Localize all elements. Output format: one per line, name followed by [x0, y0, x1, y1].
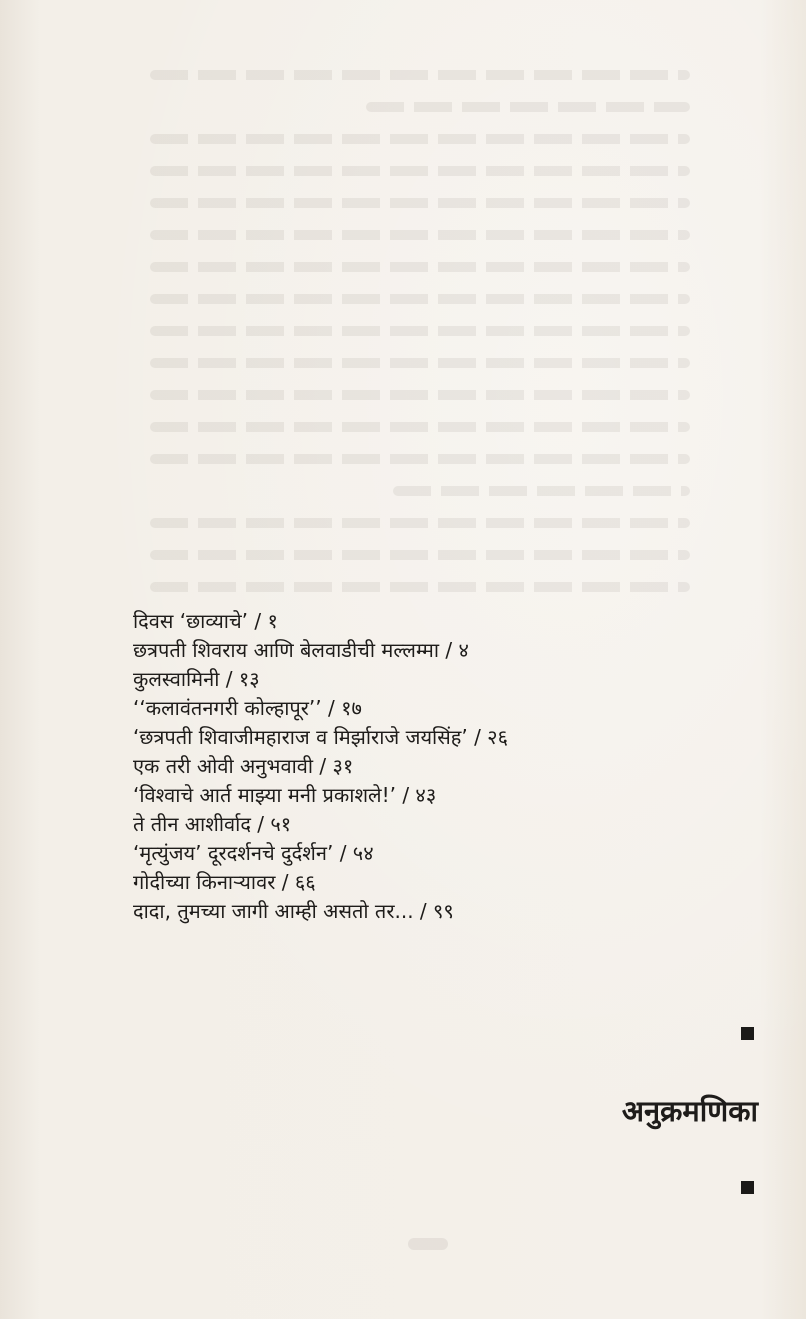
toc-entry: कुलस्वामिनी / १३: [133, 667, 260, 691]
table-of-contents: [133, 607, 693, 926]
toc-entry: छत्रपती शिवराय आणि बेलवाडीची मल्लम्मा / ४: [133, 638, 469, 662]
toc-entry: ते तीन आशीर्वाद / ५१: [133, 812, 292, 836]
toc-entry: दिवस ‘छाव्याचे’ / १: [133, 609, 278, 633]
square-bullet-icon: [741, 1181, 754, 1194]
page-title: अनुक्रमणिका: [621, 1094, 758, 1128]
toc-entry: गोदीच्या किनाऱ्यावर / ६६: [133, 870, 316, 894]
toc-entry: ‘छत्रपती शिवाजीमहाराज व मिर्झाराजे जयसिंह’ / २६: [133, 725, 508, 749]
toc-entry: ‘विश्वाचे आर्त माझ्या मनी प्रकाशले!’ / ४३: [133, 783, 437, 807]
toc-entry: दादा, तुमच्या जागी आम्ही असतो तर... / ९९: [133, 899, 454, 923]
toc-entry: एक तरी ओवी अनुभवावी / ३१: [133, 754, 354, 778]
bleed-through-page-number: [408, 1238, 448, 1250]
bleed-through-text: [150, 70, 690, 614]
square-bullet-icon: [741, 1027, 754, 1040]
toc-entry: ‘‘कलावंतनगरी कोल्हापूर’’ / १७: [133, 696, 362, 720]
toc-entry: ‘मृत्युंजय’ दूरदर्शनचे दुर्दर्शन’ / ५४: [133, 841, 374, 865]
